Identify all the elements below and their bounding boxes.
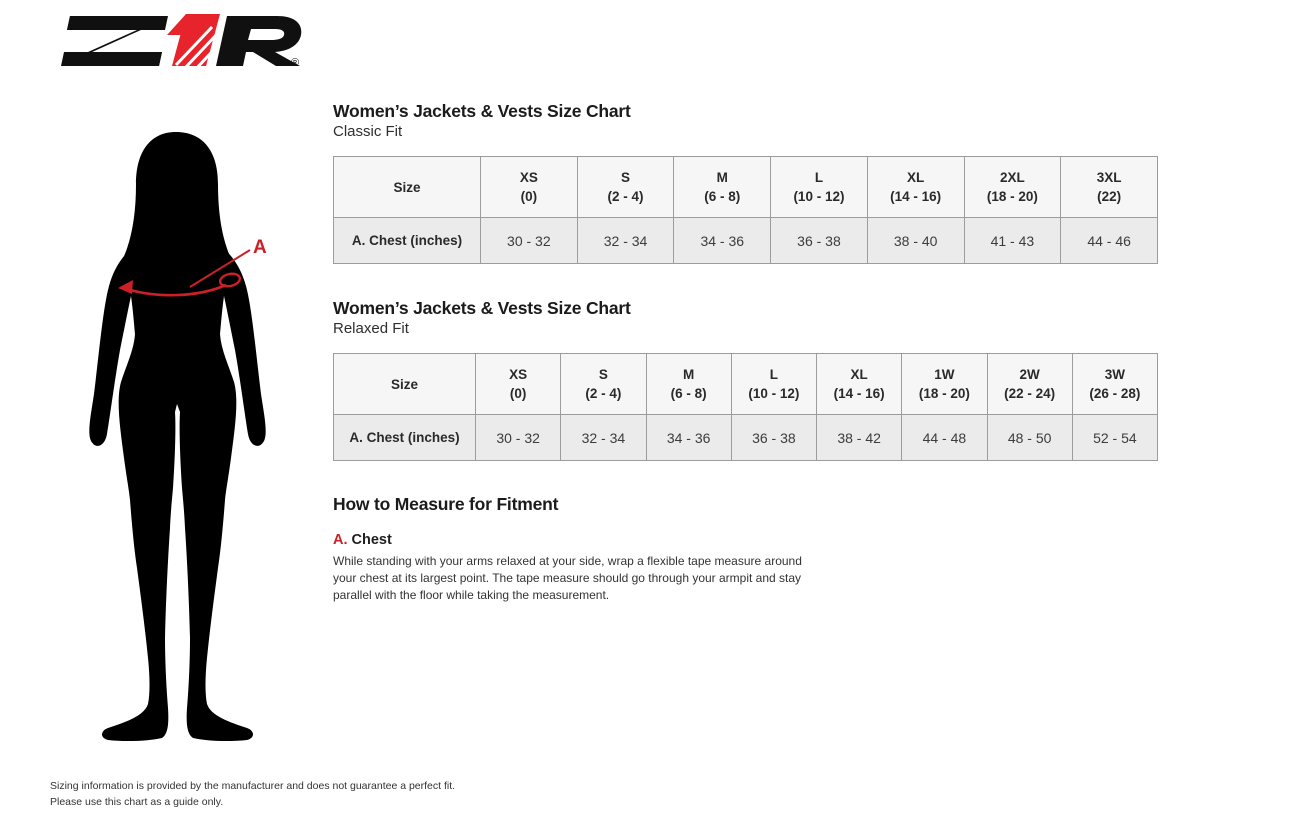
table-row [334, 415, 1158, 461]
size-range: (2 - 4) [607, 189, 644, 204]
chest-value-cell: 30 - 32 [476, 415, 561, 461]
size-range: (18 - 20) [918, 386, 970, 401]
measure-label-a: A [253, 237, 267, 258]
size-range: (10 - 12) [748, 386, 800, 401]
z1r-logo-icon [50, 13, 303, 67]
size-name: M [716, 170, 728, 185]
female-silhouette-icon [74, 128, 284, 760]
size-column-header [674, 157, 771, 218]
size-name: XS [509, 367, 528, 382]
size-range: (22 - 24) [1004, 386, 1056, 401]
size-column-header [964, 157, 1061, 218]
size-name: XL [850, 367, 868, 382]
logo-numeral-one [167, 14, 222, 67]
size-column-header [902, 354, 987, 415]
footer-disclaimer [50, 778, 455, 810]
chest-value-cell: 36 - 38 [731, 415, 816, 461]
chest-value-cell: 41 - 43 [964, 218, 1061, 264]
size-column-header [817, 354, 902, 415]
chest-value-cell: 38 - 40 [867, 218, 964, 264]
size-column-header [481, 157, 578, 218]
female-silhouette-figure [74, 128, 284, 765]
size-column-header [1061, 157, 1158, 218]
size-range: (26 - 28) [1089, 386, 1141, 401]
size-range: (14 - 16) [890, 189, 942, 204]
size-range: (22) [1097, 189, 1122, 204]
measure-item-letter: A. [333, 532, 348, 548]
table-row [334, 218, 1158, 264]
size-range: (0) [520, 189, 538, 204]
size-header-cell: Size [334, 157, 481, 218]
measure-item-title [333, 532, 1159, 548]
size-name: L [769, 367, 778, 382]
chest-row-label: A. Chest (inches) [334, 218, 481, 264]
chest-value-cell: 48 - 50 [987, 415, 1072, 461]
relaxed-fit-table [333, 353, 1158, 461]
chest-value-cell: 44 - 48 [902, 415, 987, 461]
size-chart-content [333, 0, 1159, 604]
chest-value-cell: 34 - 36 [674, 218, 771, 264]
registered-trademark: ® [291, 57, 300, 67]
measure-item-chest [333, 532, 1159, 604]
size-column-header [476, 354, 561, 415]
chest-value-cell: 44 - 46 [1061, 218, 1158, 264]
section-subtitle-classic: Classic Fit [333, 123, 403, 140]
chest-value-cell: 30 - 32 [481, 218, 578, 264]
size-column-header [771, 157, 868, 218]
chest-row-label: A. Chest (inches) [334, 415, 476, 461]
size-column-header [987, 354, 1072, 415]
measure-item-name: Chest [351, 532, 392, 548]
size-column-header [867, 157, 964, 218]
chest-value-cell: 32 - 34 [577, 218, 674, 264]
size-range: (2 - 4) [585, 386, 622, 401]
logo-letter-z [61, 16, 168, 66]
chest-value-cell: 36 - 38 [771, 218, 868, 264]
measure-item-description: While standing with your arms relaxed at your side, wrap a flexible tape measure around your chest at its largest point. The tape measure should go through your armpit and stay parallel with the floor while taking the measurement. [333, 554, 802, 602]
section-subtitle-relaxed: Relaxed Fit [333, 320, 409, 337]
footer-disclaimer-line1: Sizing information is provided by the manufacturer and does not guarantee a perfect fit. [50, 780, 456, 792]
classic-fit-table [333, 156, 1158, 264]
chest-value-cell: 32 - 34 [561, 415, 646, 461]
section-title-relaxed: Women’s Jackets & Vests Size Chart [333, 298, 631, 318]
size-range: (18 - 20) [986, 189, 1038, 204]
section-title-classic: Women’s Jackets & Vests Size Chart [333, 101, 631, 121]
size-column-header [646, 354, 731, 415]
footer-disclaimer-line2: Please use this chart as a guide only. [50, 796, 224, 808]
silhouette-body [89, 220, 265, 741]
size-column-header [731, 354, 816, 415]
size-range: (10 - 12) [793, 189, 845, 204]
size-column-header [561, 354, 646, 415]
size-range: (0) [509, 386, 527, 401]
size-name: 3XL [1096, 170, 1122, 185]
size-range: (14 - 16) [833, 386, 885, 401]
size-name: M [683, 367, 695, 382]
size-range: (6 - 8) [670, 386, 707, 401]
size-name: 2XL [999, 170, 1025, 185]
size-column-header [577, 157, 674, 218]
logo-letter-r [216, 16, 301, 66]
size-name: S [621, 170, 631, 185]
size-name: 1W [934, 367, 955, 382]
size-name: XL [907, 170, 925, 185]
chest-value-cell: 34 - 36 [646, 415, 731, 461]
table-header-row [334, 354, 1158, 415]
z1r-logo [50, 13, 303, 72]
size-name: L [814, 170, 824, 185]
size-range: (6 - 8) [704, 189, 741, 204]
size-header-cell: Size [334, 354, 476, 415]
size-name: 3W [1104, 367, 1125, 382]
size-name: 2W [1019, 367, 1040, 382]
measure-heading: How to Measure for Fitment [333, 494, 559, 514]
chest-value-cell: 52 - 54 [1072, 415, 1157, 461]
size-name: S [598, 367, 608, 382]
size-name: XS [519, 170, 538, 185]
size-column-header [1072, 354, 1157, 415]
table-header-row [334, 157, 1158, 218]
chest-value-cell: 38 - 42 [817, 415, 902, 461]
